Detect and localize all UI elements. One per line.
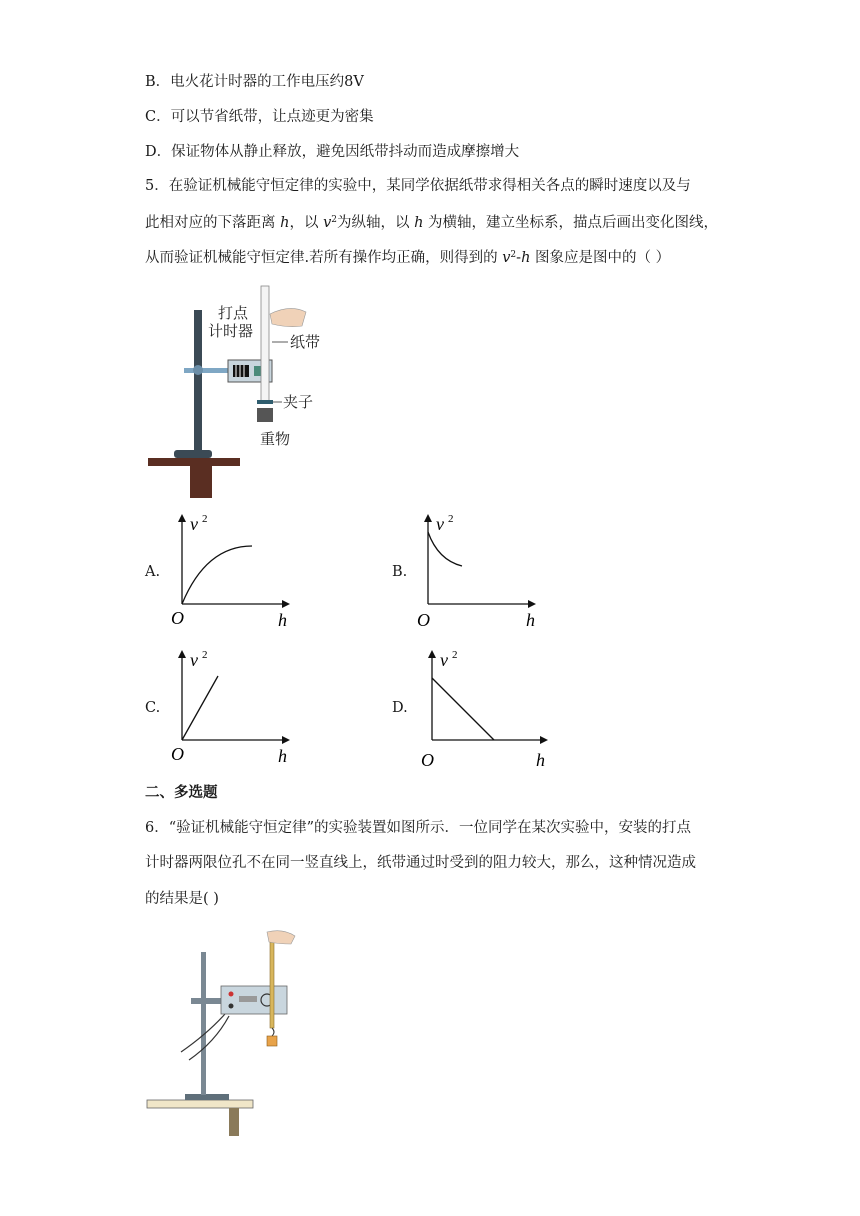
curve-d: [432, 678, 494, 740]
curve-b: [428, 532, 462, 566]
label-weight: 重物: [260, 431, 291, 448]
graph-c: [168, 648, 298, 768]
label-tape: 纸带: [290, 334, 321, 351]
axis-y-label: v: [436, 514, 444, 534]
axis-x-label: h: [278, 746, 287, 766]
option-c-label: C.: [145, 700, 161, 716]
q5-line-1: 5．在验证机械能守恒定律的实验中，某同学依据纸带求得相关各点的瞬时速度以及与: [145, 178, 691, 194]
label-timer-1: 打点: [218, 305, 249, 322]
q5-line-3: 从而验证机械能守恒定律.若所有操作均正确，则得到的 $v^2-h$ 图象应是图中的（ ）: [145, 250, 671, 266]
curve-c: [182, 676, 218, 740]
option-b: B．电火花计时器的工作电压约8V: [145, 74, 364, 90]
option-d: D．保证物体从静止释放，避免因纸带抖动而造成摩擦增大: [145, 144, 520, 160]
label-clip: 夹子: [283, 394, 314, 411]
axis-y-sup: 2: [452, 649, 458, 661]
apparatus-figure-q6: [145, 924, 315, 1140]
axis-y-label: v: [440, 650, 448, 670]
q5-line-2: 此相对应的下落距离 h，以 $v^2$为纵轴，以 h 为横轴，建立坐标系，描点后画出变化图线，: [145, 215, 719, 231]
axis-y-label: v: [190, 650, 198, 670]
option-c: C．可以节省纸带，让点迹更为密集: [145, 109, 374, 125]
axis-y-sup: 2: [202, 649, 208, 661]
axis-x-label: h: [526, 610, 535, 630]
option-d-label: D.: [392, 700, 408, 716]
origin-label: O: [421, 750, 434, 770]
axis-y-sup: 2: [202, 513, 208, 525]
axis-x-label: h: [536, 750, 545, 770]
apparatus-figure-q5: [140, 282, 350, 502]
origin-label: O: [417, 610, 430, 630]
graph-d: [418, 648, 558, 772]
q6-line-3: 的结果是( ): [145, 891, 219, 907]
axis-y-sup: 2: [448, 513, 454, 525]
option-b-label: B.: [392, 564, 408, 580]
graph-b: [414, 512, 544, 632]
q6-line-1: 6．“验证机械能守恒定律”的实验装置如图所示．一位同学在某次实验中，安装的打点: [145, 820, 692, 836]
option-a-label: A.: [145, 564, 161, 580]
q6-line-2: 计时器两限位孔不在同一竖直线上，纸带通过时受到的阻力较大，那么，这种情况造成: [145, 855, 696, 871]
graph-a: [168, 512, 298, 632]
axis-y-label: v: [190, 514, 198, 534]
curve-a: [182, 546, 252, 604]
origin-label: O: [171, 744, 184, 764]
origin-label: O: [171, 608, 184, 628]
label-timer-2: 计时器: [208, 323, 254, 340]
axis-x-label: h: [278, 610, 287, 630]
section-title: 二、多选题: [145, 784, 218, 801]
